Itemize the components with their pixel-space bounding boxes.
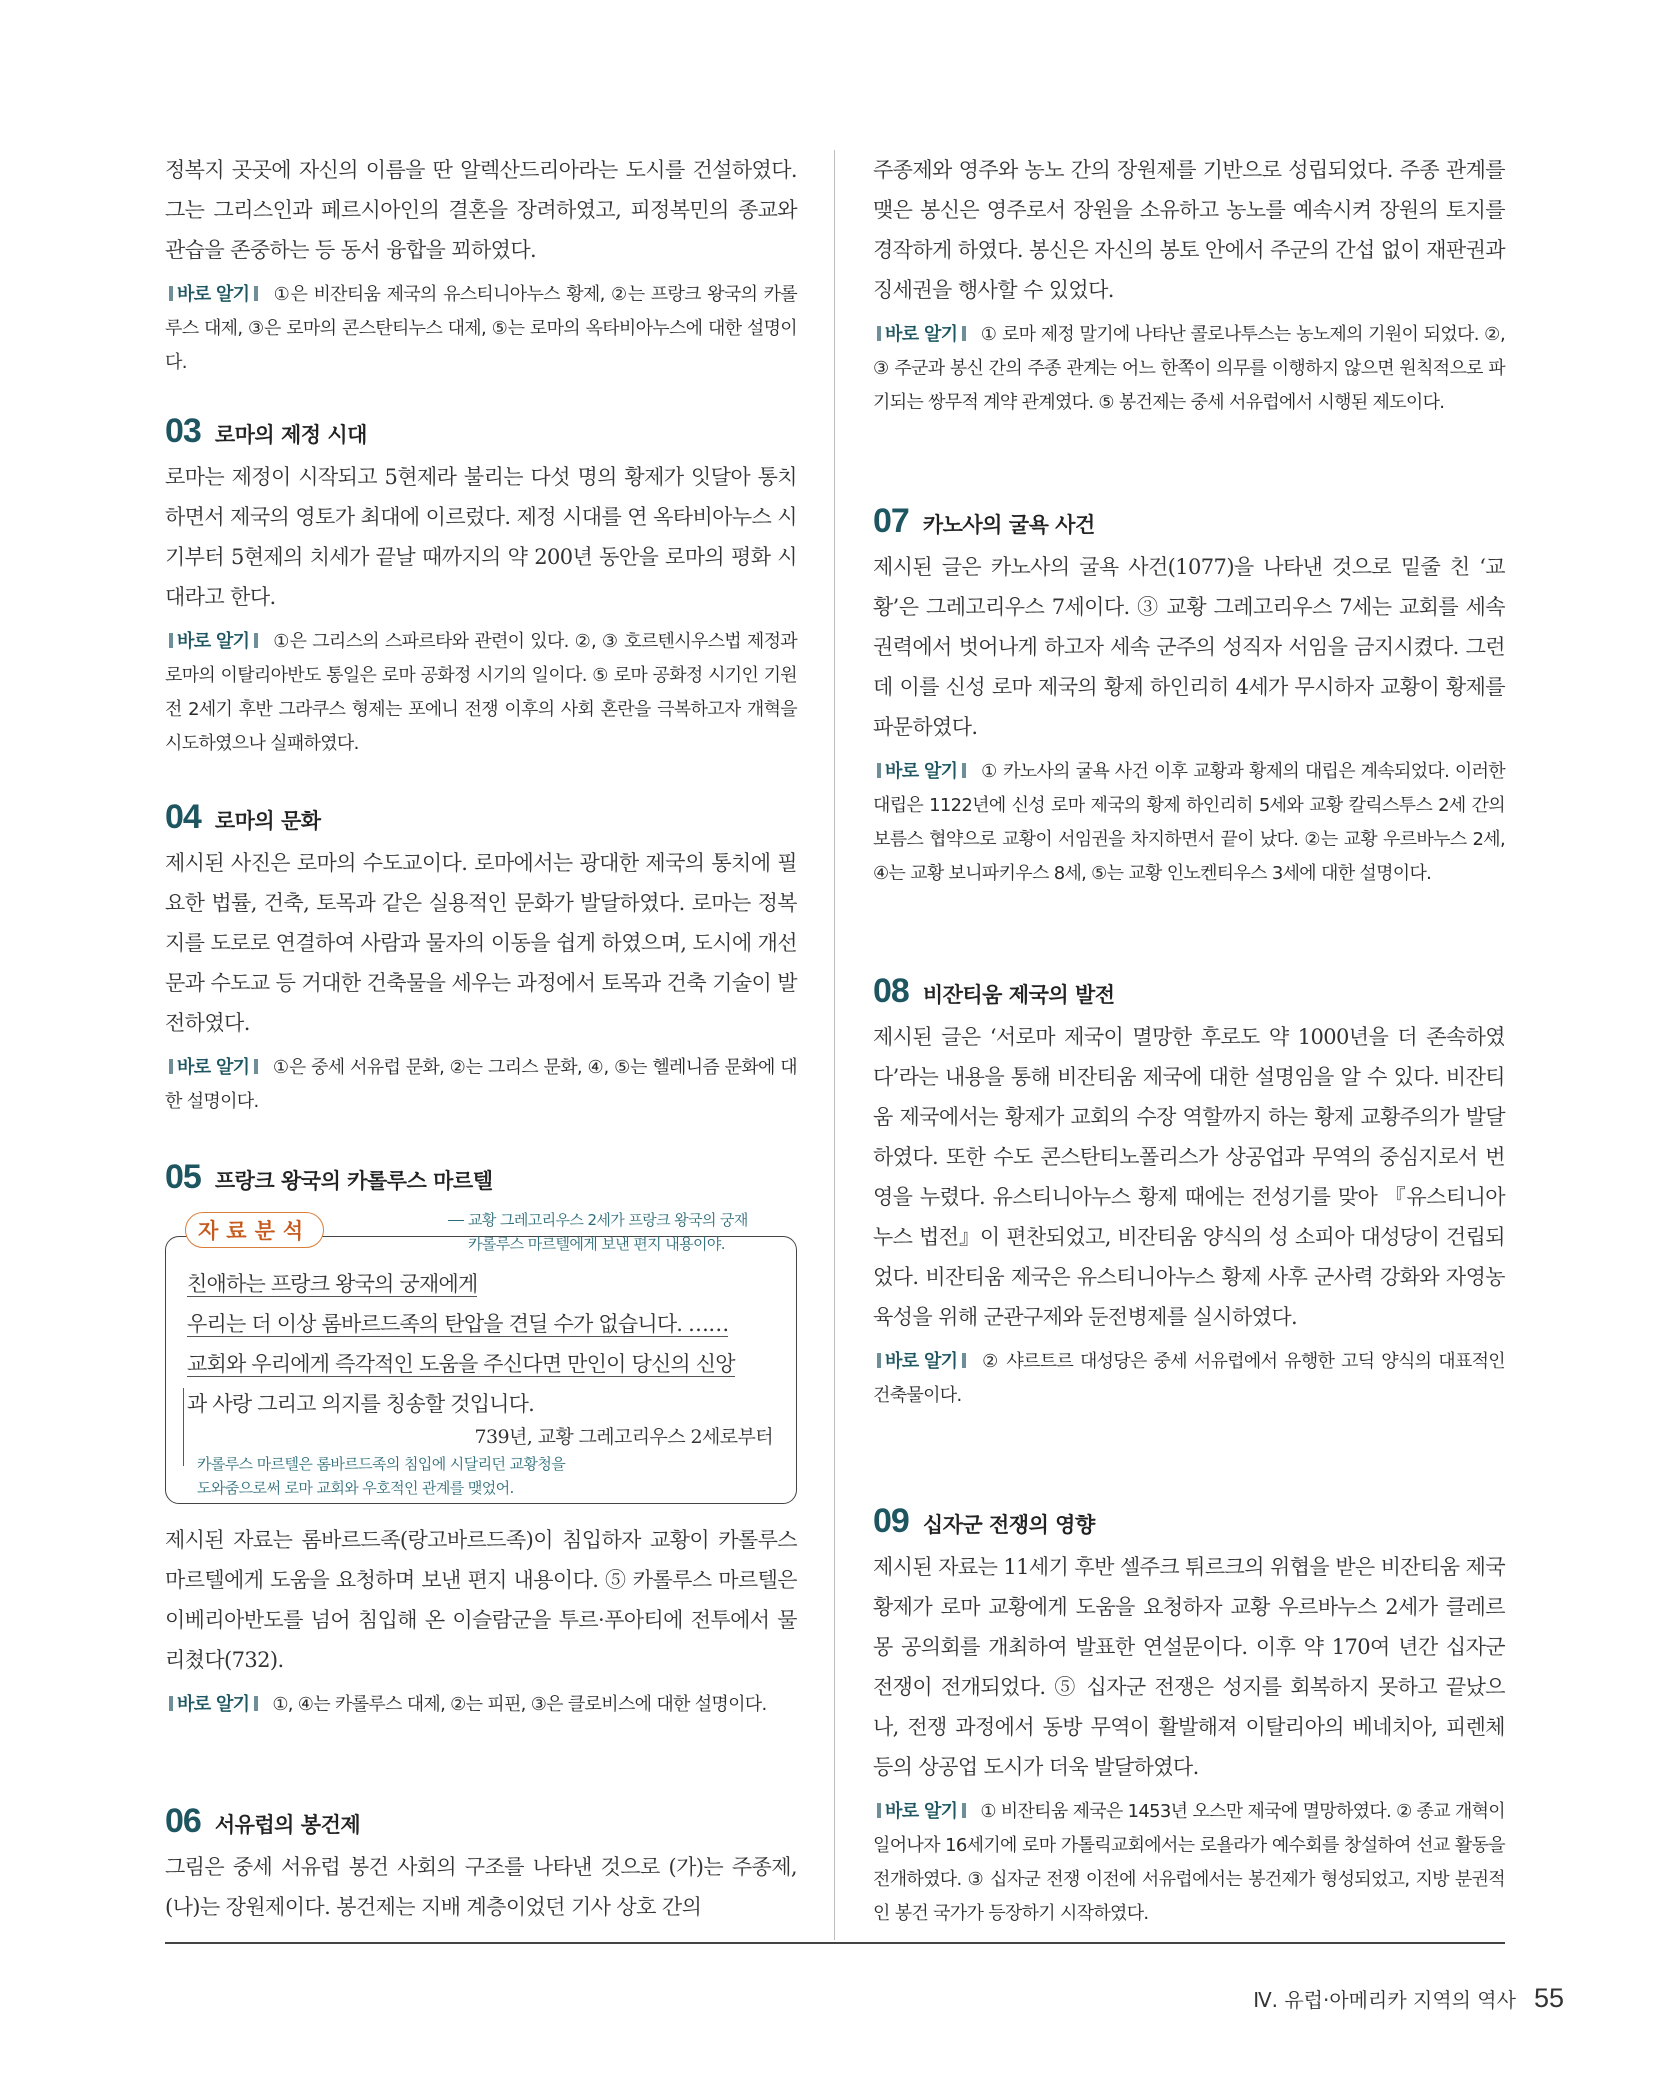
annotation-top: 교황 그레고리우스 2세가 프랑크 왕국의 궁재 카롤루스 마르텔에게 보낸 편지 내용이야. [468,1208,748,1256]
answer-note-text: ①은 그리스의 스파르타와 관련이 있다. ②, ③ 호르텐시우스법 제정과 로마의 이탈리아반도 통일은 로마 공화정 시기의 일이다. ⑤ 로마 공화정 시기인 기원전 2세기 후반 그라쿠스 형제는 포에니 전쟁 이후의 사회 혼란을 극복하고자 개혁을 시도하였으나 실패하였다. [165,631,797,754]
section-title: 카노사의 굴욕 사건 [922,513,1095,537]
answer-badge: 바로 알기 [165,1051,262,1085]
section-05-explanation [165,1520,797,1722]
letter-source: 739년, 교황 그레고리우스 2세로부터 [474,1426,773,1448]
answer-note-text: ② 샤르트르 대성당은 중세 서유럽에서 유행한 고딕 양식의 대표적인 건축물이다. [873,1351,1505,1406]
section-title: 로마의 제정 시대 [214,423,367,447]
answer-note [165,1688,797,1722]
answer-note [873,755,1505,891]
section-09 [873,1502,1505,1931]
section-heading [165,1802,797,1841]
section-number: 05 [165,1158,201,1196]
body-text: 정복지 곳곳에 자신의 이름을 딴 알렉산드리아라는 도시를 건설하였다. 그는 그리스인과 페르시아인의 결혼을 장려하였고, 피정복민의 종교와 관습을 존중하는 등 동서 융합을 꾀하였다. [165,158,797,262]
section-07 [873,502,1505,891]
section-06-continued [873,150,1505,420]
answer-badge: 바로 알기 [873,318,970,352]
body-text: 제시된 글은 ‘서로마 제국이 멸망한 후로도 약 1000년을 더 존속하였다’라는 내용을 통해 비잔티움 제국에 대한 설명임을 알 수 있다. 비잔티움 제국에서는 황제가 교회의 수장 역할까지 하는 황제 교황주의가 발달하였다. 또한 수도 콘스탄티노폴리스가 상공업과 무역의 중심지로서 번영을 누렸다. 유스티니아누스 황제 때에는 전성기를 맞아 『유스티니아누스 법전』이 편찬되었고, 비잔티움 양식의 성 소피아 대성당이 건립되었다. 비잔티움 제국은 유스티니아누스 황제 사후 군사력 강화와 자영농 육성을 위해 군관구제와 둔전병제를 실시하였다. [873,1025,1505,1329]
page-footer [1253,1983,1564,2014]
chapter-label: Ⅳ. 유럽·아메리카 지역의 역사 [1253,1988,1516,2012]
section-number: 07 [873,502,909,540]
section-05 [165,1158,797,1203]
answer-note-text: ① 카노사의 굴욕 사건 이후 교황과 황제의 대립은 계속되었다. 이러한 대립은 1122년에 신성 로마 제국의 황제 하인리히 5세와 교황 칼릭스투스 2세 간의 보름스 협약으로 교황이 서임권을 차지하면서 끝이 났다. ②는 교황 우르바누스 2세, ④는 교황 보니파키우스 8세, ⑤는 교황 인노켄티우스 3세에 대한 설명이다. [873,761,1505,884]
letter-line: 교회와 우리에게 즉각적인 도움을 주신다면 만인이 당신의 신앙 [187,1352,735,1376]
body-text: 그림은 중세 서유럽 봉건 사회의 구조를 나타낸 것으로 (가)는 주종제, (나)는 장원제이다. 봉건제는 지배 계층이었던 기사 상호 간의 [165,1855,797,1919]
answer-badge: 바로 알기 [873,755,970,789]
section-heading [873,1502,1505,1541]
letter-line: 우리는 더 이상 롬바르드족의 탄압을 견딜 수가 없습니다. …… [187,1312,729,1336]
section-number: 06 [165,1802,201,1840]
answer-badge: 바로 알기 [873,1795,970,1829]
body-text: 주종제와 영주와 농노 간의 장원제를 기반으로 성립되었다. 주종 관계를 맺은 봉신은 영주로서 장원을 소유하고 농노를 예속시켜 장원의 토지를 경작하게 하였다. 봉신은 자신의 봉토 안에서 주군의 간섭 없이 재판권과 징세권을 행사할 수 있었다. [873,158,1505,302]
body-text: 제시된 자료는 롬바르드족(랑고바르드족)이 침입하자 교황이 카롤루스 마르텔에게 도움을 요청하며 보낸 편지 내용이다. ⑤ 카롤루스 마르텔은 이베리아반도를 넘어 침입해 온 이슬람군을 투르·푸아티에 전투에서 물리쳤다(732). [165,1528,797,1672]
section-03 [165,412,797,761]
source-analysis-box [165,1208,797,1504]
section-title: 로마의 문화 [214,809,321,833]
section-title: 비잔티움 제국의 발전 [922,983,1115,1007]
section-number: 04 [165,798,201,836]
section-title: 서유럽의 봉건제 [214,1813,361,1837]
answer-badge: 바로 알기 [165,625,262,659]
section-number: 08 [873,972,909,1010]
answer-badge: 바로 알기 [165,1688,262,1722]
section-number: 03 [165,412,201,450]
answer-note-text: ① 로마 제정 말기에 나타난 콜로나투스는 농노제의 기원이 되었다. ②, ③ 주군과 봉신 간의 주종 관계는 어느 한쪽이 의무를 이행하지 않으면 원칙적으로 파기되는 쌍무적 계약 관계였다. ⑤ 봉건제는 중세 서유럽에서 시행된 제도이다. [873,324,1505,413]
section-heading [165,798,797,837]
column-divider [834,150,835,1940]
answer-badge: 바로 알기 [165,278,262,312]
annotation-connector [183,1388,184,1466]
letter-line: 과 사랑 그리고 의지를 칭송할 것입니다. [187,1392,535,1416]
page-number: 55 [1533,1983,1564,2013]
section-08 [873,972,1505,1413]
body-text: 제시된 사진은 로마의 수도교이다. 로마에서는 광대한 제국의 통치에 필요한 법률, 건축, 토목과 같은 실용적인 문화가 발달하였다. 로마는 정복지를 도로로 연결하여 사람과 물자의 이동을 쉽게 하였으며, 도시에 개선문과 수도교 등 거대한 건축물을 세우는 과정에서 토목과 건축 기술이 발전하였다. [165,851,797,1035]
section-heading [873,972,1505,1011]
answer-note-text: ①은 중세 서유럽 문화, ②는 그리스 문화, ④, ⑤는 헬레니즘 문화에 대한 설명이다. [165,1057,797,1112]
footer-rule [165,1942,1505,1944]
answer-badge: 바로 알기 [873,1345,970,1379]
answer-note-text: ①, ④는 카롤루스 대제, ②는 피핀, ③은 클로비스에 대한 설명이다. [272,1694,767,1715]
annotation-bottom: 카롤루스 마르텔은 롬바르드족의 침입에 시달리던 교황청을 도와줌으로써 로마 교회와 우호적인 관계를 맺었어. [197,1455,566,1497]
body-text: 제시된 글은 카노사의 굴욕 사건(1077)을 나타낸 것으로 밑줄 친 ‘교황’은 그레고리우스 7세이다. ③ 교황 그레고리우스 7세는 교회를 세속 권력에서 벗어나게 하고자 세속 군주의 성직자 서임을 금지시켰다. 그런데 이를 신성 로마 제국의 황제 하인리히 4세가 무시하자 교황이 황제를 파문하였다. [873,555,1505,739]
letter-line: 친애하는 프랑크 왕국의 궁재에게 [187,1272,478,1296]
body-text: 제시된 자료는 11세기 후반 셀주크 튀르크의 위협을 받은 비잔티움 제국 황제가 로마 교황에게 도움을 요청하자 교황 우르바누스 2세가 클레르몽 공의회를 개최하여 발표한 연설문이다. 이후 약 170여 년간 십자군 전쟁이 전개되었다. ⑤ 십자군 전쟁은 성지를 회복하지 못하고 끝났으나, 전쟁 과정에서 동방 무역이 활발해져 이탈리아의 베네치아, 피렌체 등의 상공업 도시가 더욱 발달하였다. [873,1555,1505,1779]
answer-note [165,1051,797,1119]
answer-note [165,625,797,761]
body-text: 로마는 제정이 시작되고 5현제라 불리는 다섯 명의 황제가 잇달아 통치하면서 제국의 영토가 최대에 이르렀다. 제정 시대를 연 옥타비아누스 시기부터 5현제의 치세가 끝날 때까지의 약 200년 동안을 로마의 평화 시대라고 한다. [165,465,797,609]
section-04 [165,798,797,1119]
source-analysis-tag: 자료분석 [185,1212,324,1248]
answer-note [873,1345,1505,1413]
section-title: 십자군 전쟁의 영향 [922,1513,1095,1537]
answer-note [873,318,1505,420]
section-heading [165,1158,797,1197]
section-06 [165,1802,797,1927]
answer-note-text: ① 비잔티움 제국은 1453년 오스만 제국에 멸망하였다. ② 종교 개혁이 일어나자 16세기에 로마 가톨릭교회에서는 로욜라가 예수회를 창설하여 선교 활동을 전개하였다. ③ 십자군 전쟁 이전에 서유럽에서는 봉건제가 형성되었고, 지방 분권적인 봉건 국가가 등장하기 시작하였다. [873,1801,1505,1924]
answer-note [873,1795,1505,1931]
answer-note-text: ①은 비잔티움 제국의 유스티니아누스 황제, ②는 프랑크 왕국의 카롤루스 대제, ③은 로마의 콘스탄티누스 대제, ⑤는 로마의 옥타비아누스에 대한 설명이다. [165,284,797,373]
answer-note [165,278,797,380]
section-number: 09 [873,1502,909,1540]
section-heading [165,412,797,451]
section-heading [873,502,1505,541]
section-02-continued [165,150,797,380]
section-title: 프랑크 왕국의 카롤루스 마르텔 [214,1169,493,1193]
